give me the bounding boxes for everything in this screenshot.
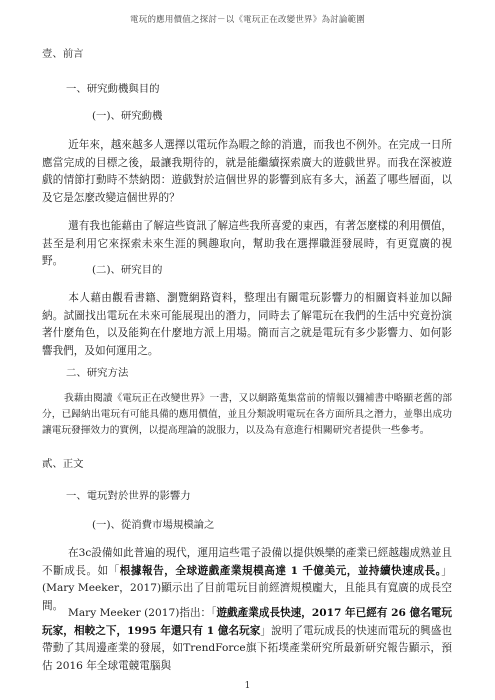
subsubsection-heading-purpose: (二)、研究目的 xyxy=(92,264,163,276)
subsubsection-heading-market: (一)、從消費市場規模論之 xyxy=(92,519,215,531)
running-header: 電玩的應用價值之探討－以《電玩正在改變世界》為討論範圍 xyxy=(130,15,365,25)
subsection-heading-method: 二、研究方法 xyxy=(66,367,129,379)
paragraph-text: 我藉由閱讀《電玩正在改變世界》一書，又以網路蒐集當前的情報以彌補書中略顯老舊的部分，已歸納出電玩有可能具備的應用價值，並且分類說明電玩在各方面所具之潛力，並舉出成功讓電玩發揮效力的實例，以提高理論的說服力，以及為有意進行相關研究者提供一些參考。 xyxy=(42,393,452,436)
paragraph-text: 」說明了電玩成長的快速而電玩的興盛也帶動了其周邊產業的發展，如TrendForce旗下拓墣產業研究所最新研究報告顯示，預估 2016 年全球電競電腦與 xyxy=(42,624,453,672)
paragraph-text: 」(Mary Meeker，2017)顯示出了目前電玩目前經濟規模龐大，且能具有寬廣的成長空間。 xyxy=(42,564,453,612)
paragraph-text: 還有我也能藉由了解這些資訊了解這些我所喜愛的東西，有著怎麼樣的利用價值，甚至是利用它來探索未來生涯的興趣取向，幫助我在選擇職涯發展時，有更寬廣的視野。 xyxy=(42,220,452,267)
paragraph-purpose xyxy=(42,290,452,360)
paragraph-player-growth xyxy=(42,605,452,675)
subsection-heading-motivation-purpose: 一、研究動機與目的 xyxy=(66,83,160,95)
paragraph-text: 近年來，越來越多人選擇以電玩作為暇之餘的消遣，而我也不例外。在完成一日所應當完成的目標之後，最讓我期待的，就是能繼續探索廣大的遊戲世界。而我在深被遊戲的情節打動時不禁納悶：遊戲對於這個世界的影響到底有多大，涵蓋了哪些層面，以及它是怎麼改變這個世界的？ xyxy=(42,139,452,204)
section-heading-body: 貳、正文 xyxy=(42,458,84,470)
paragraph-text: 在3c設備如此普遍的現代，運用這些電子設備以提供娛樂的產業已經越趨成熟並且不斷成長。如「 xyxy=(42,547,452,577)
subsubsection-heading-motivation: (一)、研究動機 xyxy=(92,110,163,122)
quote-bold: 遊戲產業成長快速，2017 年已經有 26 億名電玩玩家，相較之下，1995 年還只有 1 億名玩家 xyxy=(42,607,452,637)
page-number: 1 xyxy=(244,681,251,691)
subsection-heading-influence: 一、電玩對於世界的影響力 xyxy=(66,490,191,502)
paragraph-motivation-1 xyxy=(42,137,452,207)
section-heading-foreword: 壹、前言 xyxy=(42,48,84,60)
quote-bold: 根據報告，全球遊戲產業規模高達 1 千億美元，並持續快速成長。 xyxy=(119,564,442,577)
paragraph-text: Mary Meeker (2017)指出：「 xyxy=(68,607,217,619)
paragraph-text: 本人藉由觀看書籍、瀏覽網路資料，整理出有關電玩影響力的相關資料並加以歸納。試圖找出電玩在未來可能展現出的潛力，同時去了解電玩在我們的生活中究竟扮演著什麼角色，以及能夠在什麼地方派上用場。簡而言之就是電玩有多少影響力、如何影響我們，及如何運用之。 xyxy=(42,292,452,357)
paragraph-method xyxy=(42,391,452,439)
